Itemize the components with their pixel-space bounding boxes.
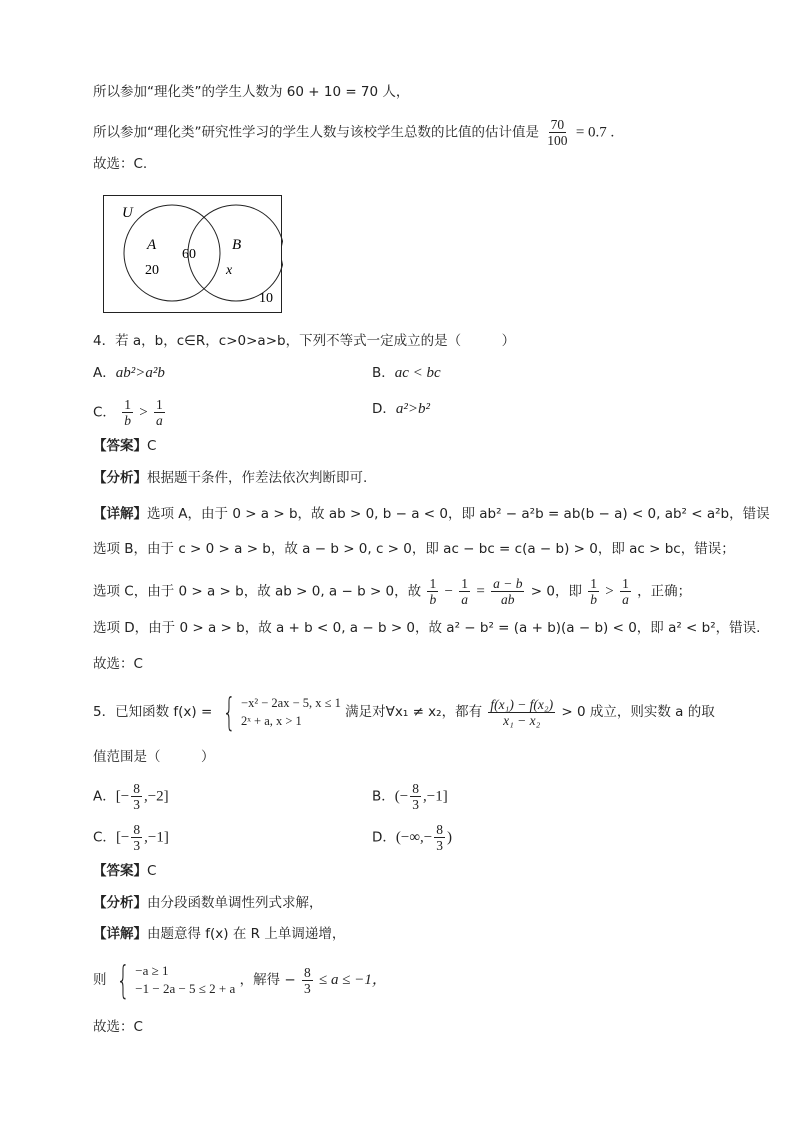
q5-stem-pre: 5．已知函数 f(x) = (93, 704, 213, 720)
q4-answer-value: C (147, 438, 157, 454)
q5-option-d-frac-den: 3 (436, 838, 444, 853)
q5-analysis-text: 由分段函数单调性列式求解， (147, 895, 323, 911)
q4-detail-c-frac2-den: a (461, 592, 469, 607)
q5-option-c (93, 822, 169, 853)
q5-detail-2-frac (302, 965, 313, 996)
q5-stem-fraction-num: f(x₁) − f(x₂) (490, 696, 554, 712)
q5-answer-value: C (147, 863, 157, 879)
q5-option-d (372, 822, 452, 853)
q5-system (135, 962, 235, 998)
q4-option-b (372, 364, 441, 382)
q5-option-c-post: ,−1] (144, 829, 169, 846)
q5-option-c-pre: [− (115, 829, 130, 846)
venn-value-outside: 10 (259, 291, 273, 306)
q5-option-a-label: A． (93, 788, 116, 805)
q4-option-c-gt: > (139, 404, 148, 421)
q4-option-c (93, 397, 167, 428)
q5-system-line1: −a ≥ 1 (135, 963, 169, 978)
q5-system-line2: −1 − 2a − 5 ≤ 2 + a (135, 981, 236, 996)
q5-answer (93, 862, 156, 880)
q4-detail-c-mid: > 0，即 (530, 583, 582, 600)
p3-fraction-num: 70 (550, 117, 565, 132)
q5-detail-1 (93, 925, 345, 943)
q5-option-a (93, 781, 169, 812)
q5-option-b-frac (410, 781, 421, 812)
q5-detail-2-mid: ，解得 − (239, 972, 296, 988)
q5-option-a-frac-num: 8 (133, 781, 140, 796)
q4-detail-c-frac3 (491, 576, 524, 607)
q4-detail-c-frac1-num: 1 (429, 576, 437, 591)
q4-detail-c-frac4 (588, 576, 599, 607)
q5-detail-tag: 【详解】 (93, 926, 147, 942)
q4-option-c-frac1 (122, 397, 133, 428)
venn-circle-a (124, 205, 220, 301)
q5-stem-post: > 0 成立，则实数 a 的取 (561, 704, 715, 720)
q5-detail-2 (93, 958, 387, 1002)
q4-detail-c-frac4-den: b (590, 592, 597, 607)
q5-stem-line2: 值范围是（ ） (93, 749, 215, 765)
p3-choose: 故选：C. (93, 156, 148, 172)
q5-detail-2-pre: 则 (93, 972, 107, 988)
q4-detail-c-frac5-den: a (622, 592, 629, 607)
q5-detail-2-frac-num: 8 (304, 964, 311, 980)
q5-stem-fraction-den: x₁ − x₂ (503, 712, 541, 728)
q5-piecewise-brace: { (222, 690, 236, 734)
q4-option-c-frac1-den: b (124, 413, 131, 428)
q4-detail-tag: 【详解】 (93, 506, 147, 522)
p3-line2 (93, 117, 614, 148)
q5-option-c-frac-num: 8 (133, 822, 141, 837)
p3-fraction (545, 117, 569, 148)
q4-detail-c-frac3-num: a − b (493, 576, 523, 591)
q4-answer-tag: 【答案】 (93, 438, 147, 454)
q4-detail-a-text: 选项 A，由于 0 > a > b，故 ab > 0, b − a < 0，即 ab² − a²b = ab(b − a) < 0, ab² < a²b，错误 (147, 506, 770, 522)
q4-detail-c-post: ，正确； (637, 583, 692, 600)
q4-analysis-text: 根据题干条件，作差法依次判断即可. (147, 470, 368, 486)
q5-detail-2-post: ≤ a ≤ −1， (319, 972, 387, 988)
p3-line2-text: 所以参加“理化类”研究性学习的学生人数与该校学生总数的比值的估计值是 (93, 124, 539, 141)
q4-detail-c-frac4-num: 1 (590, 576, 597, 591)
q4-option-a-text: ab²>a²b (115, 365, 165, 381)
q5-stem-fraction (488, 697, 555, 728)
q5-option-b-frac-num: 8 (412, 781, 419, 796)
q4-option-c-frac2 (154, 397, 165, 428)
q5-choose: 故选：C (93, 1019, 143, 1035)
q4-option-d (372, 400, 430, 418)
q4-option-c-frac1-num: 1 (124, 397, 131, 412)
q5-option-b-pre: (− (394, 788, 409, 805)
q4-detail-c-frac2 (459, 576, 470, 607)
q4-option-d-text: a²>b² (395, 401, 431, 417)
q4-detail-c-frac2-num: 1 (461, 576, 469, 591)
q5-detail-2-frac-den: 3 (304, 980, 311, 996)
q5-option-a-frac (131, 781, 142, 812)
q5-option-b (372, 781, 448, 812)
q5-option-b-frac-den: 3 (412, 797, 419, 812)
q5-option-d-post: ) (447, 829, 453, 846)
q5-option-b-post: ,−1] (422, 788, 448, 805)
venn-value-ab: 60 (182, 247, 196, 262)
q4-option-c-frac2-num: 1 (156, 397, 163, 412)
q4-analysis-tag: 【分析】 (93, 470, 147, 486)
venn-value-b: x (226, 263, 233, 278)
q4-option-b-text: ac < bc (394, 365, 441, 381)
q5-option-d-frac (434, 822, 445, 853)
q5-answer-tag: 【答案】 (93, 863, 147, 879)
q4-detail-c-frac5 (620, 576, 631, 607)
q4-detail-d: 选项 D，由于 0 > a > b，故 a + b < 0, a − b > 0，故 a² − b² = (a + b)(a − b) < 0，即 a² < b²，错误. (93, 620, 761, 636)
q5-piecewise (241, 694, 341, 730)
q4-option-d-label: D． (372, 401, 396, 417)
q5-stem (93, 690, 715, 734)
q4-answer (93, 437, 156, 455)
q5-option-c-frac (131, 822, 142, 853)
venn-label-u: U (122, 205, 133, 221)
q4-option-c-frac2-den: a (156, 413, 163, 428)
q5-detail-1-text: 由题意得 f(x) 在 R 上单调递增， (147, 926, 346, 942)
p3-line2-result: = 0.7 . (575, 124, 615, 141)
q5-stem-mid: 满足对∀x₁ ≠ x₂，都有 (345, 704, 483, 720)
q4-detail-a (93, 505, 770, 523)
venn-circle-b (188, 205, 283, 301)
q4-detail-b: 选项 B，由于 c > 0 > a > b，故 a − b > 0, c > 0，即 ac − bc = c(a − b) > 0，即 ac > bc，错误； (93, 541, 735, 557)
q4-option-b-label: B． (372, 365, 395, 381)
venn-label-b: B (232, 237, 242, 253)
q5-option-c-label: C． (93, 829, 116, 846)
q4-detail-c-minus: − (444, 583, 453, 600)
venn-label-a: A (147, 237, 157, 253)
q5-option-d-label: D． (372, 829, 396, 846)
venn-diagram (103, 195, 283, 315)
q4-analysis (93, 469, 367, 487)
q5-option-a-frac-den: 3 (133, 797, 140, 812)
q4-option-c-label: C． (93, 404, 116, 421)
q4-option-a-label: A． (93, 365, 116, 381)
q5-option-d-pre: (−∞,− (395, 829, 433, 846)
q4-choose: 故选：C (93, 656, 143, 672)
venn-value-a: 20 (145, 263, 159, 278)
q5-option-b-label: B． (372, 788, 395, 805)
q5-analysis (93, 894, 323, 912)
q4-detail-c-eq: = (476, 583, 485, 600)
q4-detail-c-frac1 (427, 576, 438, 607)
q4-stem: 4．若 a，b，c∈R，c>0>a>b，下列不等式一定成立的是（ ） (93, 333, 516, 349)
q4-detail-c-frac5-num: 1 (622, 576, 629, 591)
q5-option-c-frac-den: 3 (133, 838, 141, 853)
q4-detail-c-frac3-den: ab (501, 592, 515, 607)
q5-piecewise-case1: −x² − 2ax − 5, x ≤ 1 (241, 696, 341, 710)
p3-fraction-den: 100 (547, 133, 568, 148)
q5-option-a-pre: [− (115, 788, 130, 805)
q4-detail-c (93, 576, 691, 607)
q5-piecewise-case2: 2ˣ + a, x > 1 (241, 714, 302, 728)
q4-option-a (93, 364, 165, 382)
q4-detail-c-gt: > (605, 583, 614, 600)
q5-system-brace: { (116, 958, 130, 1002)
q5-option-d-frac-num: 8 (436, 822, 444, 837)
q5-analysis-tag: 【分析】 (93, 895, 147, 911)
q4-detail-c-frac1-den: b (429, 592, 437, 607)
q4-detail-c-text: 选项 C，由于 0 > a > b，故 ab > 0, a − b > 0，故 (93, 583, 422, 600)
q5-option-a-post: ,−2] (143, 788, 169, 805)
p3-line1: 所以参加“理化类”的学生人数为 60 + 10 = 70 人， (93, 84, 410, 100)
